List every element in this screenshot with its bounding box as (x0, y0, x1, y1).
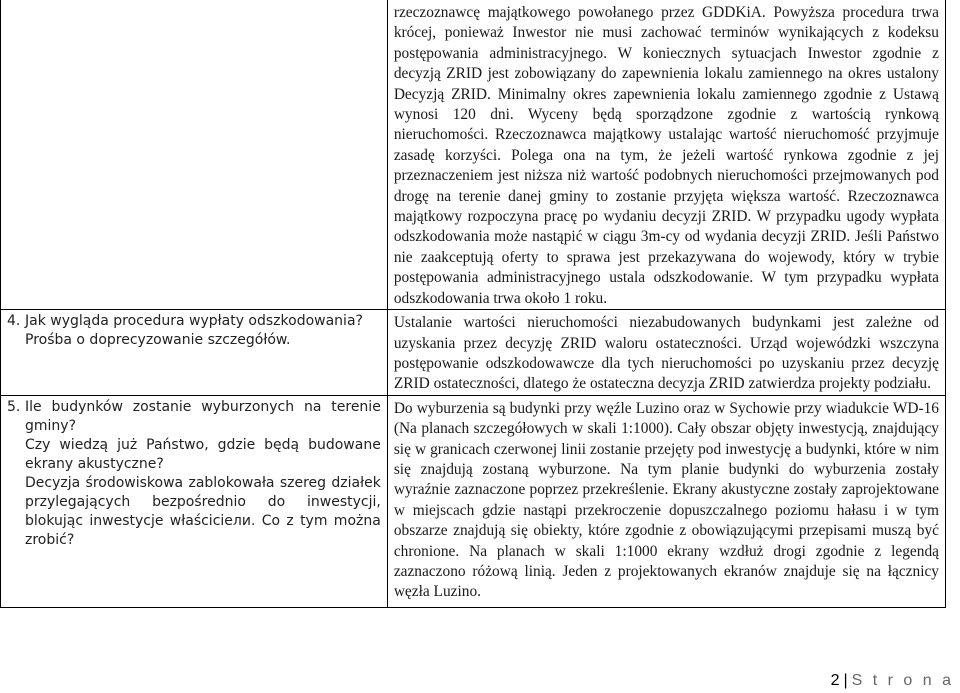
question-5 (7, 398, 381, 550)
page-label: S t r o n a (851, 672, 954, 689)
answer-text: Do wyburzenia są budynki przy węźle Luzino oraz w Sychowie przy wiadukcie WD-16 (Na planach szczegółowych w skali 1:1000). Cały obszar objęty inwestycją, znajdujący się w granicach czerwonej linii zostanie przejęty pod inwestycję a budynki, które w nim się znajdują zostaną wyburzone. Na tym planie budynki do wyburzenia zostały wyraźnie zaznaczone poprzez przekreślenie. Ekrany akustyczne zostały zaprojektowane w miejscach gdzie nastąpi przekroczenie dopuszczalnego poziomu hałasu i w tym obszarze znajdują się obiekty, które zgodnie z obowiązującymi przepisami muszą być chronione. Na planach w skali 1:1000 ekrany wzdłuż drogi zgodnie z legendą zaznaczono różową linią. Jeden z projektowanych ekranów znajduje się na łącznicy węzła Luzino. (393, 399, 939, 601)
answer-cell (387, 395, 945, 607)
question-4 (7, 312, 381, 350)
answer-text: Ustalanie wartości nieruchomości niezabudowanych budynkami jest zależne od uzyskania przez decyzję ZRID waloru ostateczności. Urząd wojewódzki wszczyna postępowanie odszkodowawcze dla tych nieruchomości po uzyskaniu przez decyzję ZRID ostateczności, dlatego że ostateczna decyzja ZRID zatwierdza projekty podziału. (393, 314, 939, 393)
question-line: Jak wygląda procedura wypłaty odszkodowania? (25, 313, 363, 330)
question-number: 5. (7, 398, 21, 415)
answer-cell (387, 310, 945, 396)
question-number: 4. (7, 313, 21, 330)
question-cell (1, 310, 388, 396)
answer-text: rzeczoznawcę majątkowego powołanego przez GDDKiA. Powyższa procedura trwa krócej, ponieważ Inwestor nie musi zachować terminów wynikających z kodeksu postępowania administracyjnego. W koniecznych sytuacjach Inwestor zgodnie z decyzją ZRID jest zobowiązany do zapewnienia lokalu zamiennego na okres ustalony Decyzją ZRID. Minimalny okres zapewnienia lokalu zamiennego zgodnie z Ustawą wynosi 120 dni. Wyceny będą sporządzone zgodnie z wartością rynkową nieruchomości. Rzeczoznawca majątkowy ustalając wartość nieruchomość przyjmuje zasadę korzyści. Polega ona na tym, że jeżeli wartość rynkowa zgodnie z jej przeznaczeniem jest niższa niż wartość podobnych nieruchomości przejmowanych pod drogę na terenie danej gminy to zostanie przyjęta większa wartość. Rzeczoznawca majątkowy rozpoczyna pracę po wydaniu decyzji ZRID. W przypadku ugody wypłata odszkodowania może nastąpić w ciągu 3m-cy od wydania decyzji ZRID. Jeśli Państwo nie zaakceptują oferty to sprawa jest przekazywana do wojewody, który w trybie postępowania administracyjnego ustala odszkodowanie. W tym przypadku wypłata odszkodowania trwa około 1 roku. (393, 4, 939, 307)
question-line: Prośba o doprecyzowanie szczegółów. (25, 332, 291, 349)
answer-cell (387, 0, 945, 310)
footer-separator: | (843, 672, 848, 689)
table-row (1, 395, 946, 607)
question-line: Czy wiedzą już Państwo, gdzie będą budowane ekrany akustyczne? (25, 436, 381, 472)
table-row (1, 310, 946, 396)
table-row (1, 0, 946, 310)
question-line: Ile budynków zostanie wyburzonych na terenie gminy? (25, 398, 381, 434)
question-cell (1, 395, 388, 607)
page-footer (831, 672, 954, 690)
question-line: Decyzja środowiskowa zablokowała szereg działek przylegających bezpośrednio do inwestycji, blokując inwestycje właściciели. Co z tym można zrobić? (25, 474, 381, 548)
page-number: 2 (830, 672, 840, 689)
question-cell (1, 0, 388, 310)
